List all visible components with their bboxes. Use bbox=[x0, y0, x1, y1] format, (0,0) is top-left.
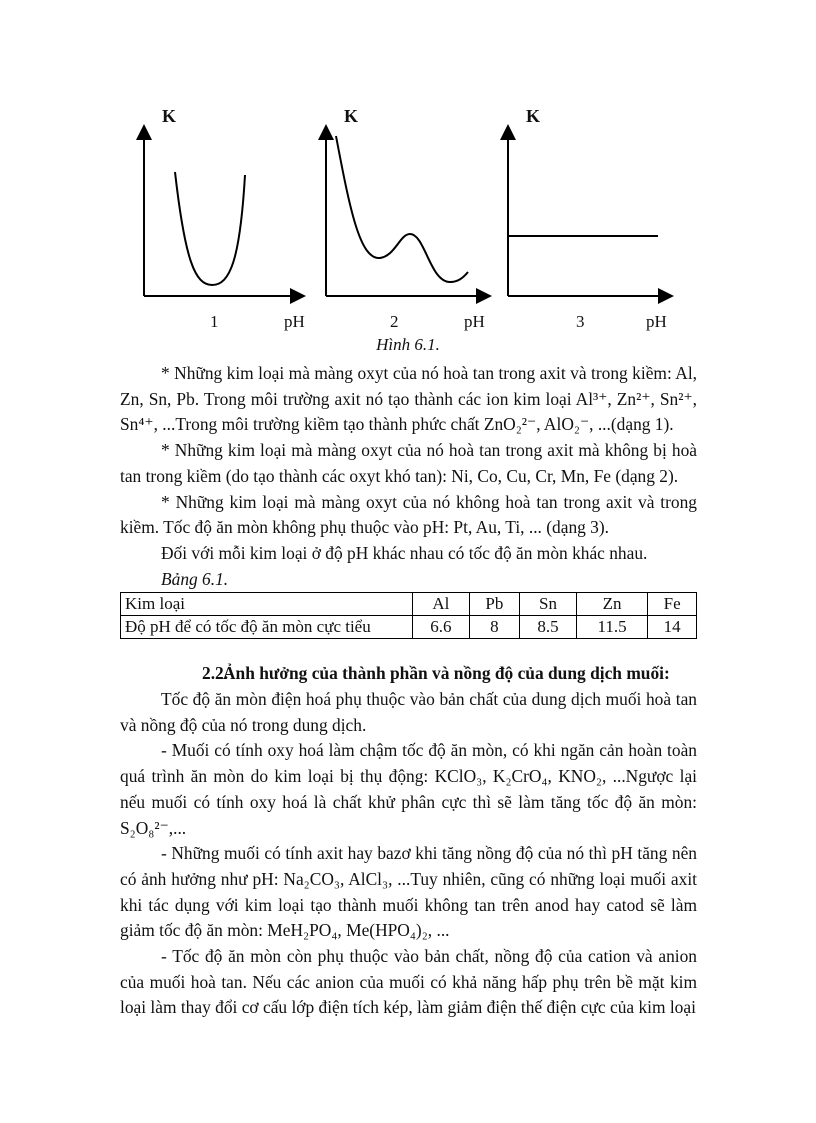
table-cell: Fe bbox=[648, 593, 697, 616]
graph-2-curve bbox=[336, 136, 468, 282]
section-number: 2.2. bbox=[202, 663, 229, 684]
table-row bbox=[121, 616, 697, 639]
paragraph-type-1: * Những kim loại mà màng oxyt của nó hoà tan trong axit và trong kiềm: Al, Zn, Sn, Pb. Trong môi trường axit nó tạo thành các ion kim loại Al³⁺, Zn²⁺, Sn²⁺, Sn⁴⁺, ...Trong môi trường kiềm tạo thành phức chất ZnO₂²⁻, AlO₂⁻, ...(dạng 1). bbox=[120, 363, 697, 435]
table-row-header: Kim loại bbox=[121, 593, 413, 616]
table-cell: 14 bbox=[648, 616, 697, 639]
paragraph-intro-table: Đối với mỗi kim loại ở độ pH khác nhau có tốc độ ăn mòn khác nhau. bbox=[161, 542, 648, 563]
graphs-svg bbox=[100, 100, 700, 340]
table-cell: 6.6 bbox=[413, 616, 470, 639]
graph-3-k-label: K bbox=[526, 106, 541, 126]
table-cell: 8 bbox=[469, 616, 520, 639]
graph-3-number: 3 bbox=[576, 312, 585, 331]
table-cell: Pb bbox=[469, 593, 520, 616]
section-title: Ảnh hưởng của thành phần và nồng độ của dung dịch muối: bbox=[223, 663, 670, 684]
graph-1-number: 1 bbox=[210, 312, 219, 331]
graph-2 bbox=[326, 132, 484, 296]
table-row-header: Độ pH để có tốc độ ăn mòn cực tiểu bbox=[121, 616, 413, 639]
graph-2-ph-label: pH bbox=[464, 312, 485, 331]
paragraph-type-2: * Những kim loại mà màng oxyt của nó hoà tan trong axit mà không bị hoà tan trong kiềm (do tạo thành các oxyt khó tan): Ni, Co, Cu, Cr, Mn, Fe (dạng 2). bbox=[120, 440, 697, 486]
graph-3-ph-label: pH bbox=[646, 312, 667, 331]
graph-1 bbox=[144, 132, 298, 296]
graph-2-number: 2 bbox=[390, 312, 399, 331]
figure-caption: Hình 6.1. bbox=[376, 335, 440, 354]
table-cell: 8.5 bbox=[520, 616, 577, 639]
table-cell: Al bbox=[413, 593, 470, 616]
paragraph-type-3: * Những kim loại mà màng oxyt của nó không hoà tan trong axit và trong kiềm. Tốc độ ăn mòn không phụ thuộc vào pH: Pt, Au, Ti, ... (dạng 3). bbox=[120, 491, 697, 538]
ph-table bbox=[120, 592, 697, 639]
table-cell: 11.5 bbox=[576, 616, 647, 639]
graph-3 bbox=[508, 132, 666, 296]
section-heading bbox=[120, 661, 697, 687]
paragraph-cation-anion: - Tốc độ ăn mòn còn phụ thuộc vào bản chất, nồng độ của cation và anion của muối hoà tan. Nếu các anion của muối có khả năng hấp phụ trên bề mặt kim loại làm thay đổi cơ cấu lớp điện tích kép, làm giảm điện thế điện cực của kim loại bbox=[120, 946, 697, 1018]
paragraph-acid-base-salts: - Những muối có tính axit hay bazơ khi tăng nồng độ của nó thì pH tăng nên có ảnh hưởng như pH: Na₂CO₃, AlCl₃, ...Tuy nhiên, cũng có những loại muối axit khi tác dụng với kim loại tạo thành muối không tan trên anod hay catod sẽ làm giảm tốc độ ăn mòn: MeH₂PO₄, Me(HPO₄)₂, ... bbox=[120, 843, 697, 941]
paragraph-section-intro: Tốc độ ăn mòn điện hoá phụ thuộc vào bản chất của dung dịch muối hoà tan và nồng độ của nó trong dung dịch. bbox=[120, 689, 697, 735]
graph-1-curve bbox=[175, 172, 245, 285]
table-cell: Zn bbox=[576, 593, 647, 616]
graph-1-k-label: K bbox=[162, 106, 177, 126]
table-row bbox=[121, 593, 697, 616]
body-text bbox=[120, 361, 697, 1021]
graph-2-k-label: K bbox=[344, 106, 359, 126]
graph-1-ph-label: pH bbox=[284, 312, 305, 331]
figure-6-1 bbox=[100, 100, 700, 340]
paragraph-oxidizing-salts: - Muối có tính oxy hoá làm chậm tốc độ ăn mòn, có khi ngăn cản hoàn toàn quá trình ăn mòn do kim loại bị thụ động: KClO₃, K₂CrO₄, KNO₂, ...Ngược lại nếu muối có tính oxy hoá là chất khử phân cực thì sẽ làm tăng tốc độ ăn mòn: S₂O₈²⁻,... bbox=[120, 740, 697, 838]
table-label: Bảng 6.1. bbox=[161, 568, 229, 589]
table-cell: Sn bbox=[520, 593, 577, 616]
